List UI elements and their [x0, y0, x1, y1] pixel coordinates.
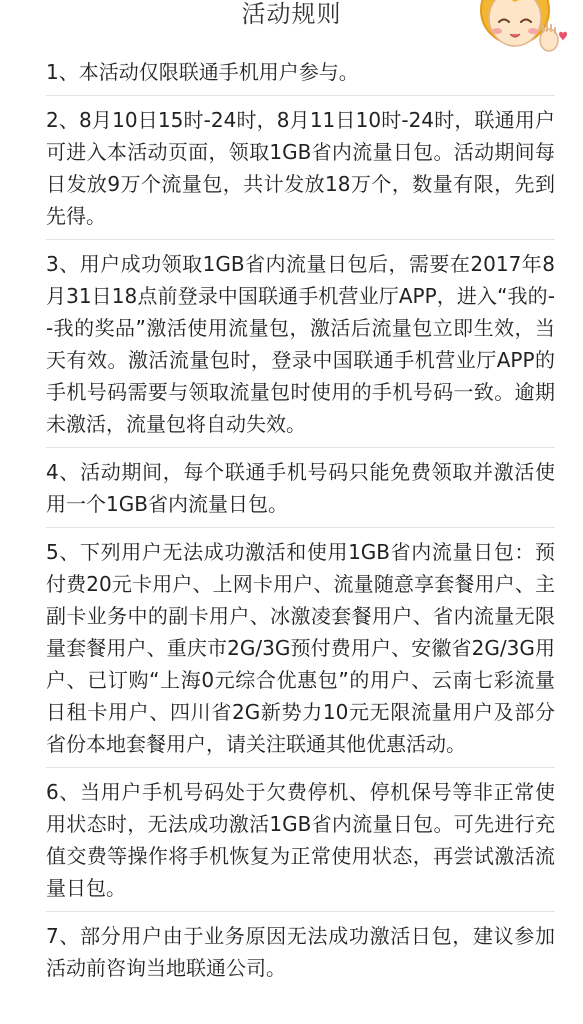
rule-item-7: 7、部分用户由于业务原因无法成功激活日包，建议参加活动前咨询当地联通公司。	[46, 924, 555, 980]
rule-item-3: 3、用户成功领取1GB省内流量日包后，需要在2017年8月31日18点前登录中国联通手机营业厅APP，进入“我的--我的奖品”激活使用流量包，激活后流量包立即生效，当天有效。激活流量包时，登录中国联通手机营业厅APP的手机号码需要与领取流量包时使用的手机号码一致。逾期未激活，流量包将自动失效。	[46, 240, 555, 448]
rule-item-4: 4、活动期间，每个联通手机号码只能免费领取并激活使用一个1GB省内流量日包。	[46, 448, 555, 528]
rules-list	[0, 48, 583, 991]
rule-item-6: 6、当用户手机号码处于欠费停机、停机保号等非正常使用状态时，无法成功激活1GB省内流量日包。可先进行充值交费等操作将手机恢复为正常使用状态，再尝试激活流量日包。	[46, 768, 555, 912]
rule-item-1: 1、本活动仅限联通手机用户参与。	[46, 48, 555, 96]
page-title: 活动规则	[241, 0, 342, 28]
rule-item-2: 2、8月10日15时-24时，8月11日10时-24时，联通用户可进入本活动页面，领取1GB省内流量日包。活动期间每日发放9万个流量包，共计发放18万个，数量有限，先到先得。	[46, 96, 555, 240]
rule-item-5: 5、下列用户无法成功激活和使用1GB省内流量日包：预付费20元卡用户、上网卡用户、流量随意享套餐用户、主副卡业务中的副卡用户、冰激凌套餐用户、省内流量无限量套餐用户、重庆市2G/3G预付费用户、安徽省2G/3G用户、已订购“上海0元综合优惠包”的用户、云南七彩流量日租卡用户、四川省2G新势力10元无限流量用户及部分省份本地套餐用户，请关注联通其他优惠活动。	[46, 528, 555, 768]
